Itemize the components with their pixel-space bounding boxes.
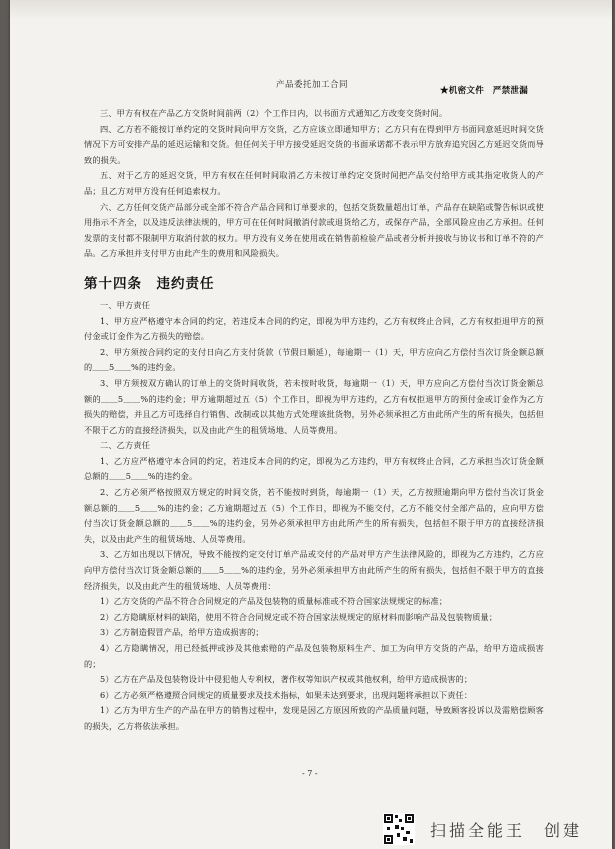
section-heading: 第十四条 违约责任 <box>84 275 215 292</box>
sub-item-1: 1）乙方交货的产品不符合合同规定的产品及包装物的质量标准或不符合国家法规规定的标准； <box>100 596 448 607</box>
document-page <box>10 0 612 849</box>
sub-item-2: 2）乙方隐瞒原材料的缺陷，使用不符合合同规定或不符合国家法规规定的原材料而影响产品及包装物质量； <box>100 611 498 622</box>
sub-item-3: 3）乙方制造假冒产品，给甲方造成损害的； <box>100 627 264 638</box>
clause-3: 三、甲方有权在产品乙方交货时间前两（2）个工作日内，以书面方式通知乙方改变交货时间。 <box>100 108 448 118</box>
clause-6: 六、乙方任何交货产品部分或全部不符合产品合同和订单要求的，包括交货数量超出订单，产品存在缺陷或警告标识或使用指示不齐全，以及违反法律法规的，甲方可在任何时间撤消付款或退货给乙方，或保存产品，全部风险应由乙方承担。任何发票的支付都不限制甲方取消付款的权力。甲方没有义务在使用或在销售前检验产品或者分析并接收与协议书和订单不符的产品。乙方承担并支付甲方由此产生的费用和风险损失。 <box>84 201 544 259</box>
party-b-item-3: 3、乙方如出现以下情况，导致不能按约定交付订单产品或交付的产品对甲方产生法律风险的，即视为乙方违约，乙方应向甲方偿付当次订货金额总额的＿＿5＿＿%的违约金，另外必须承担甲方由此所产生的所有损失，包括但不限于甲方的直接经济损失，以及由此产生的租赁场地、人员等费用： <box>84 549 544 591</box>
qr-code-icon <box>383 813 415 845</box>
scanner-watermark: 扫描全能王 创建 <box>430 821 583 840</box>
page-number: - 7 - <box>302 769 318 778</box>
party-b-item-1: 1、乙方应严格遵守本合同的约定，若违反本合同的约定，即视为乙方违约，甲方有权终止合同，乙方承担当次订货金额总额的＿＿5＿＿%的违约金。 <box>84 455 544 482</box>
party-b-title: 二、乙方责任 <box>100 440 151 451</box>
confidential-notice: ★机密文件 严禁泄漏 <box>440 86 529 96</box>
quality-item-1: 1）乙方为甲方生产的产品在甲方的销售过程中，发现是因乙方原因所致的产品质量问题，导致顾客投诉以及需赔偿顾客的损失，乙方将依法承担。 <box>84 705 544 731</box>
party-b-item-2: 2、乙方必须严格按照双方规定的时间交货，若不能按时到货，每逾期一（1）天，乙方按照逾期向甲方偿付当次订货金额总额的＿＿5＿＿%的违约金；乙方逾期超过五（5）个工作日，即视为不能交付，乙方不能交付全部产品的，应向甲方偿付当次订货金额总额的＿＿5＿＿%的违约金，另外必须承担甲方由此所产生的所有损失，包括但不限于甲方的直接经济损失，以及由此产生的租赁场地、人员等费用。 <box>84 487 544 544</box>
clause-4: 四、乙方若不能按订单约定的交货时间向甲方交货，乙方应该立即通知甲方；乙方只有在得到甲方书面同意延迟时间交货情况下方可安排产品的延迟运输和交货。但任何关于甲方接受延迟交货的书面承诺都不表示甲方放弃追究因乙方延迟交货而导致的损失。 <box>84 123 544 165</box>
sub-item-6: 6）乙方必须严格遵照合同规定的质量要求及技术指标，如果未达到要求，出现问题将承担以下责任： <box>100 689 473 700</box>
contract-body <box>84 106 544 735</box>
sub-item-5: 5）乙方在产品及包装物设计中侵犯他人专利权，著作权等知识产权或其他权利，给甲方造成损害的； <box>100 674 473 685</box>
party-a-title: 一、甲方责任 <box>100 299 151 310</box>
page-shadow <box>10 0 612 20</box>
party-a-item-2: 2、甲方须按合同约定的支付日向乙方支付货款（节假日顺延），每逾期一（1）天，甲方应向乙方偿付当次订货金额总额的＿＿5＿＿%的违约金。 <box>84 346 544 373</box>
sub-item-4: 4）乙方隐瞒情况，用已经抵押或涉及其他索赔的产品及包装物原料生产、加工为向甲方交货的产品，给甲方造成损害的； <box>84 643 544 669</box>
party-a-item-1: 1、甲方应严格遵守本合同的约定，若违反本合同的约定，即视为甲方违约，乙方有权终止合同，乙方有权拒退甲方的预付金或订金作为乙方损失的赔偿。 <box>84 315 544 342</box>
party-a-item-3: 3、甲方须按双方确认的订单上的交货时间收货，若未按时收货，每逾期一（1）天，甲方应向乙方偿付当次订货金额总额的＿＿5＿＿%的违约金；甲方逾期超过五（5）个工作日，即视为甲方违约，乙方有权拒退甲方的预付金或订金作为乙方损失的赔偿，并且乙方可选择自行销售、改制或以其他方式处理该批货物，另外必须承担乙方由此所产生的所有损失，包括但不限于乙方的直接经济损失，以及由此产生的租赁场地、人员等费用。 <box>84 377 544 435</box>
clause-5: 五、对于乙方的延迟交货，甲方有权在任何时间取消乙方未按订单约定交货时间把产品交付给甲方或其指定收货人的产品；且乙方对甲方没有任何追索权力。 <box>84 170 544 196</box>
document-title: 产品委托加工合同 <box>276 80 349 90</box>
